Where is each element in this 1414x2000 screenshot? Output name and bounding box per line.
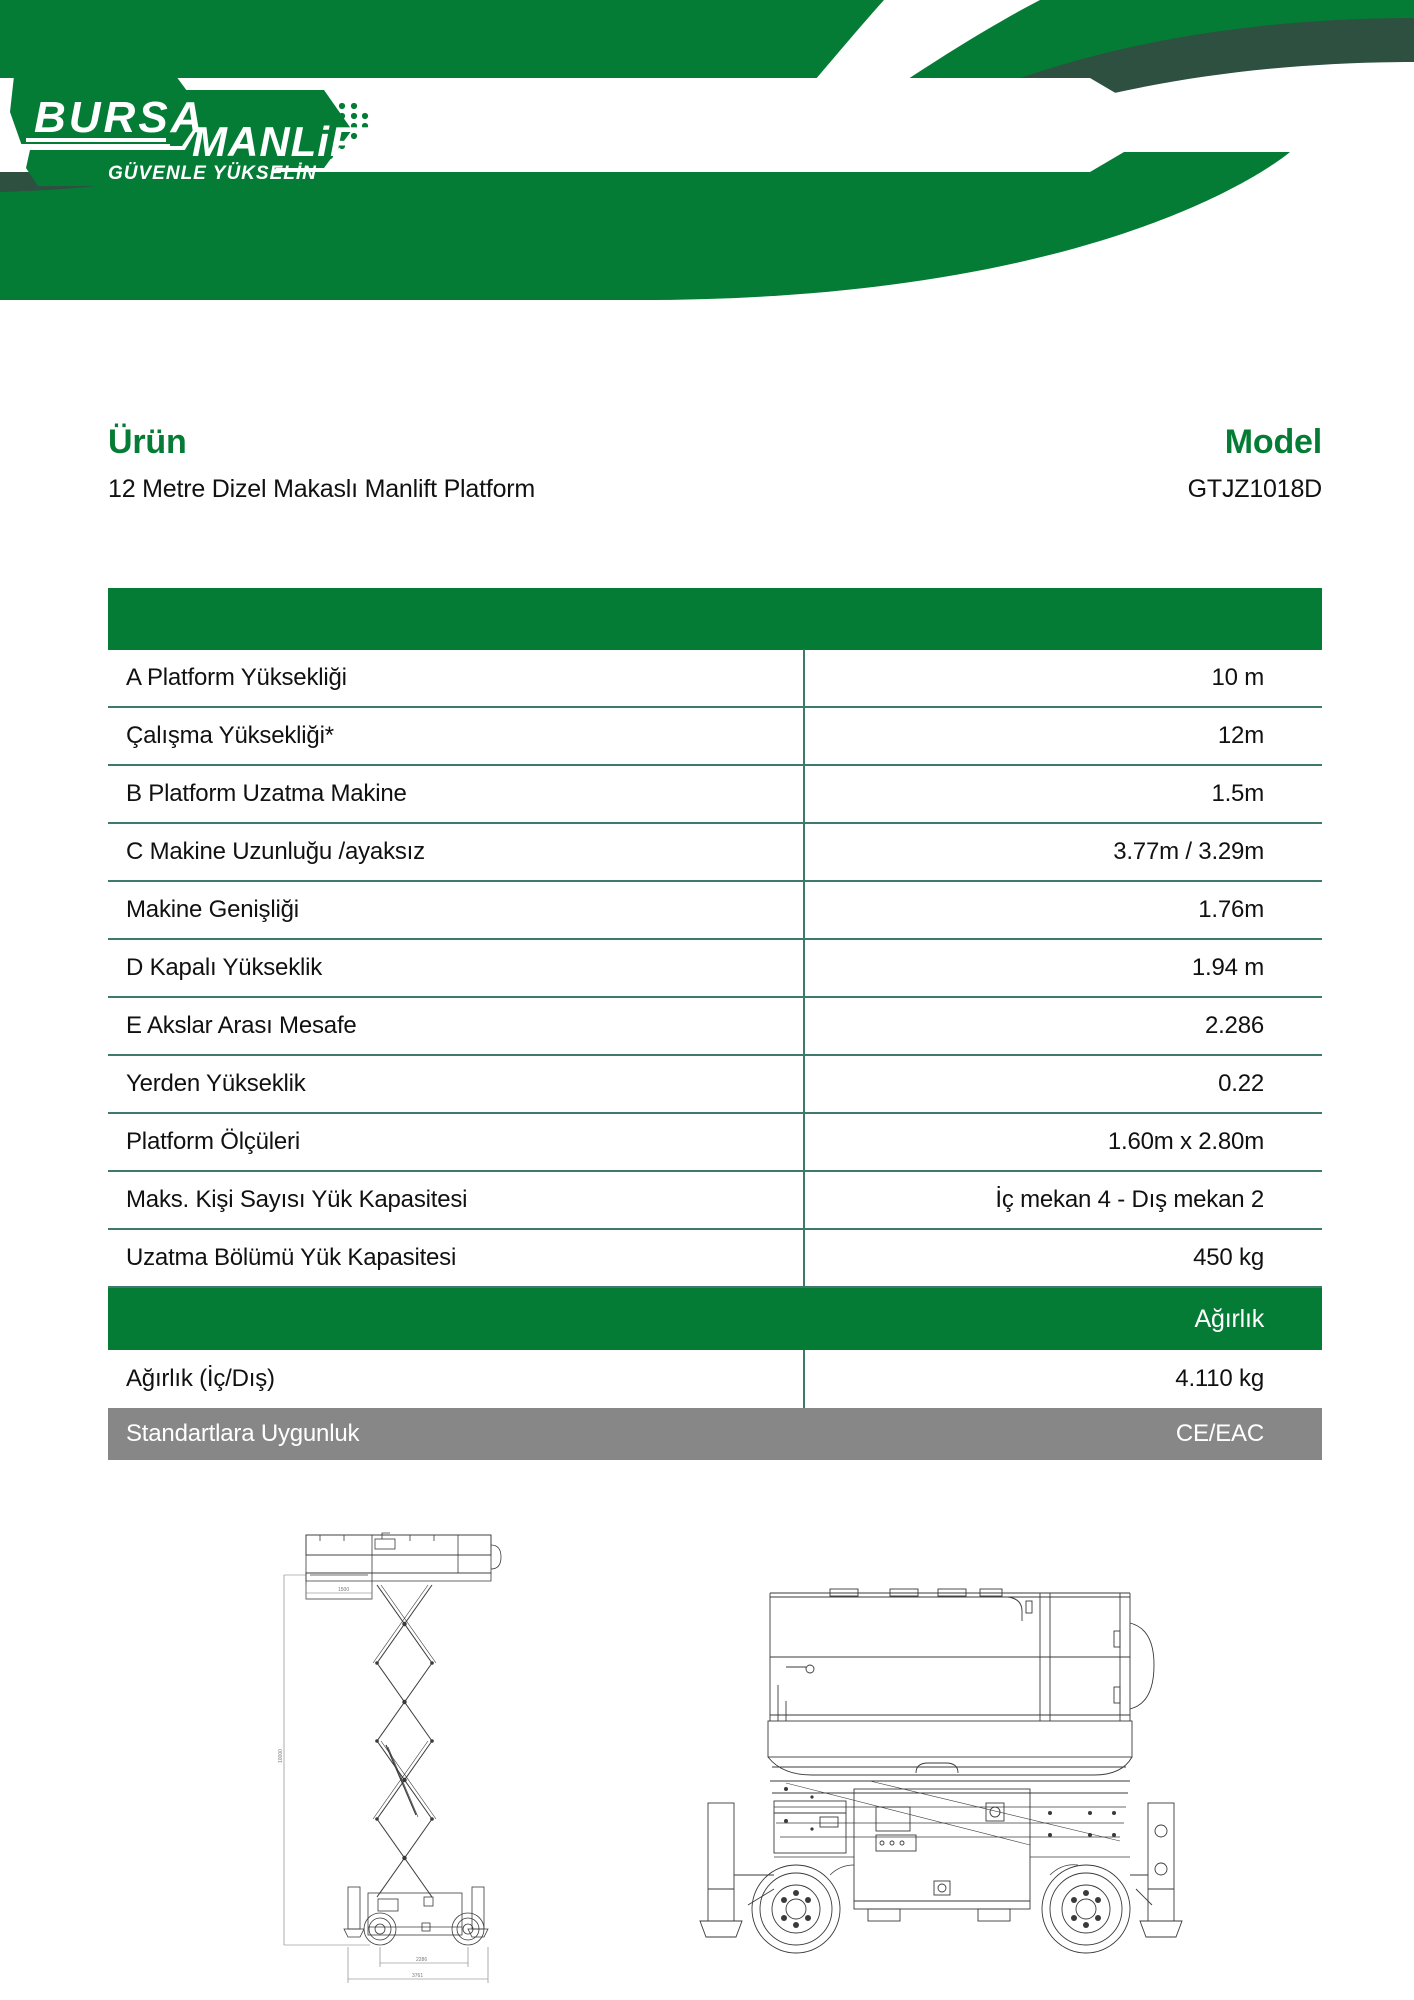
row-label: C Makine Uzunluğu /ayaksız [108, 823, 805, 881]
row-value: İç mekan 4 - Dış mekan 2 [995, 1186, 1264, 1213]
weight-band-label: Ağırlık [1194, 1304, 1264, 1333]
table-row-weight [108, 1350, 1322, 1408]
logo-tagline-text: GÜVENLE YÜKSELİN [108, 163, 317, 184]
table-row-standards [108, 1408, 1322, 1460]
row-label: Platform Ölçüleri [108, 1113, 805, 1171]
table-row [108, 650, 1322, 708]
platform-deck [768, 1721, 1132, 1775]
drawing-stowed-side-view [690, 1545, 1290, 1995]
logo-primary-text: BURSA [34, 93, 206, 142]
weight-band [108, 1288, 1322, 1350]
model-block [1188, 425, 1322, 503]
dim-overall-height: 10000 [278, 1749, 284, 1763]
row-label: Makine Genişliği [108, 881, 805, 939]
row-value: 0.22 [1218, 1070, 1264, 1097]
service-box [774, 1801, 846, 1853]
row-label: A Platform Yüksekliği [108, 649, 805, 707]
row-label: Uzatma Bölümü Yük Kapasitesi [108, 1229, 805, 1287]
table-row [108, 1114, 1322, 1172]
spec-rows-container [108, 650, 1322, 1288]
row-label: B Platform Uzatma Makine [108, 765, 805, 823]
logo-secondary-text: MANLiFT [192, 118, 384, 165]
guardrail-cage [770, 1589, 1154, 1721]
product-name: 12 Metre Dizel Makaslı Manlift Platform [108, 474, 536, 503]
row-value: 450 kg [1193, 1244, 1264, 1271]
dim-platform-extension: 1500 [338, 1587, 350, 1593]
dimension-labels [278, 1587, 427, 1979]
engine-compartment [854, 1789, 1030, 1921]
table-row [108, 882, 1322, 940]
row-value: 1.94 m [1191, 954, 1264, 981]
row-value: 12m [1217, 722, 1264, 749]
dim-wheelbase: 2286 [416, 1957, 428, 1963]
table-row [108, 940, 1322, 998]
weight-row-label: Ağırlık (İç/Dış) [108, 1350, 805, 1408]
specifications-table [108, 588, 1322, 1460]
platform-guardrail-extended [306, 1533, 501, 1599]
row-label: Çalışma Yüksekliği* [108, 707, 805, 765]
row-value: 1.60m x 2.80m [1107, 1128, 1264, 1155]
row-value: 1.5m [1211, 780, 1264, 807]
model-label: Model [1224, 423, 1322, 461]
bursa-manlift-logo [8, 68, 488, 193]
product-model-heading [0, 425, 1414, 535]
table-top-band [108, 588, 1322, 650]
product-block [108, 425, 535, 503]
row-value: 3.77m / 3.29m [1113, 838, 1264, 865]
technical-drawings [0, 1505, 1414, 2000]
table-row [108, 824, 1322, 882]
scissor-pivot-pins [375, 1622, 434, 1860]
table-row [108, 1230, 1322, 1288]
standards-row-value: CE/EAC [1175, 1420, 1264, 1447]
dimension-lines [284, 1575, 488, 1983]
standards-row-label: Standartlara Uygunluk [126, 1420, 360, 1447]
chassis-extended [344, 1887, 488, 1937]
model-value: GTJZ1018D [1187, 474, 1322, 503]
table-row [108, 1056, 1322, 1114]
table-row [108, 708, 1322, 766]
weight-row-value: 4.110 kg [1175, 1365, 1264, 1392]
row-label: D Kapalı Yükseklik [108, 939, 805, 997]
row-label: E Akslar Arası Mesafe [108, 997, 805, 1055]
drawing-extended-elevation [210, 1515, 540, 2000]
scissor-stack-extended [373, 1585, 436, 1897]
row-label: Maks. Kişi Sayısı Yük Kapasitesi [108, 1171, 805, 1229]
table-row [108, 998, 1322, 1056]
table-row [108, 766, 1322, 824]
row-value: 10 m [1211, 664, 1264, 691]
product-label: Ürün [108, 423, 187, 461]
row-label: Yerden Yükseklik [108, 1055, 805, 1113]
row-value: 1.76m [1198, 896, 1264, 923]
dim-overall-length: 3761 [412, 1973, 424, 1979]
table-row [108, 1172, 1322, 1230]
wheels-extended [364, 1913, 484, 1945]
row-value: 2.286 [1204, 1012, 1264, 1039]
